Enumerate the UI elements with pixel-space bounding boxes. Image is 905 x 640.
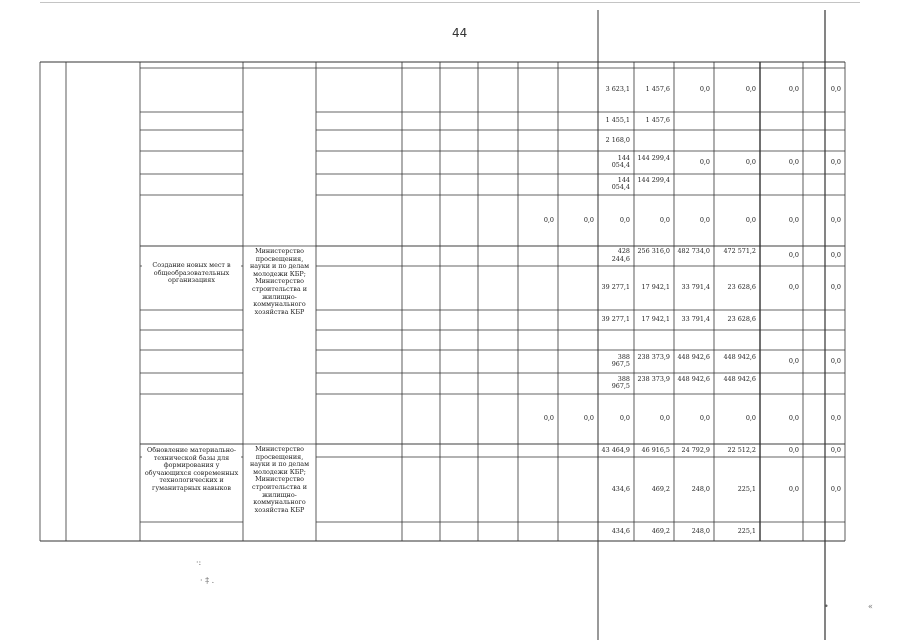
value-cell: 225,1 [737,484,756,493]
row-label [142,132,241,151]
funding-source [318,396,400,444]
funding-source [318,459,400,522]
value-cell: 448 942,6 [723,374,756,383]
value-cell: 23 628,6 [727,283,756,291]
value-cell: 0,0 [788,251,799,259]
value-cell: 238 373,9 [637,374,670,383]
row-label [142,197,241,246]
value-cell: 448 942,6 [677,374,710,383]
row-label [142,332,241,350]
funding-source [318,70,400,112]
value-cell: 0,0 [830,85,841,93]
value-cell: 0,0 [830,356,841,365]
value-cell: 1 457,6 [645,116,670,124]
value-cell: 0,0 [788,414,799,422]
funding-source [318,268,400,310]
funding-source [318,312,400,330]
value-cell: 144 054,4 [611,153,630,170]
funding-source [318,524,400,541]
value-cell: 33 791,4 [681,315,710,323]
value-cell: 0,0 [788,215,799,224]
value-cell: 0,0 [745,85,756,93]
value-cell: 0,0 [788,85,799,93]
value-cell: 0,0 [583,215,594,224]
value-cell: 24 792,9 [681,445,710,454]
value-cell: 0,0 [745,215,756,224]
value-cell: 0,0 [788,356,799,365]
value-cell: 225,1 [737,526,756,535]
value-cell: 23 628,6 [727,315,756,323]
value-cell: 144 054,4 [611,175,630,192]
value-cell: 388 967,5 [611,352,630,369]
value-cell: 388 967,5 [611,374,630,391]
funding-source [318,114,400,130]
value-cell: 482 734,0 [677,247,710,255]
value-cell: 469,2 [651,484,670,493]
value-cell: 472 571,2 [723,247,756,255]
section-title: Обновление материально-технической базы для формирования у обучающихся современных технологических и гуманитарных навыков [142,447,241,493]
funding-source [318,248,400,266]
scan-speck: « [868,602,873,611]
row-label [142,153,241,174]
value-cell: 0,0 [830,484,841,493]
value-cell: 43 464,9 [601,445,630,454]
value-cell: 17 942,1 [641,315,670,323]
value-cell: 238 373,9 [637,352,670,361]
value-cell: 0,0 [745,414,756,422]
value-cell: 39 277,1 [601,283,630,291]
value-cell: 428 244,6 [611,247,630,263]
value-cell: 248,0 [691,526,710,535]
value-cell: 1 455,1 [605,116,630,124]
funding-source [318,446,400,457]
row-label [142,312,241,330]
value-cell: 0,0 [699,414,710,422]
value-cell: 248,0 [691,484,710,493]
funding-source [318,132,400,151]
value-cell: 46 916,5 [641,445,670,454]
value-cell: 434,6 [611,526,630,535]
value-cell: 0,0 [830,251,841,259]
value-cell: 1 457,6 [645,85,670,93]
value-cell: 17 942,1 [641,283,670,291]
value-cell: 0,0 [830,157,841,166]
value-cell: 0,0 [788,484,799,493]
row-label [142,375,241,394]
funding-source [318,352,400,373]
value-cell: 0,0 [659,215,670,224]
value-cell: 448 942,6 [723,352,756,361]
value-cell: 144 299,4 [637,175,670,184]
value-cell: 3 623,1 [605,85,630,93]
value-cell: 0,0 [699,85,710,93]
value-cell: 0,0 [830,445,841,454]
responsible-ministry: Министерство просвещения, науки и по делам молодежи КБР; Министерство строительства и жилищно-коммунального хозяйства КБР [249,248,310,316]
page-number: 44 [452,26,468,40]
funding-source [318,176,400,195]
scan-speck: ·: [196,558,202,567]
value-cell: 0,0 [788,283,799,291]
funding-source [318,153,400,174]
row-label [142,524,241,541]
value-cell: 0,0 [830,414,841,422]
value-cell: 0,0 [745,157,756,166]
value-cell: 0,0 [699,157,710,166]
value-cell: 144 299,4 [637,153,670,162]
value-cell: 0,0 [619,414,630,422]
row-label [142,114,241,130]
funding-source [318,197,400,246]
value-cell: 0,0 [830,215,841,224]
responsible-ministry: Министерство просвещения, науки и по делам молодежи КБР; Министерство строительства и жилищно-коммунального хозяйства КБР [249,446,310,514]
row-label [142,396,241,444]
value-cell: 2 168,0 [605,135,630,144]
value-cell: 256 316,0 [637,247,670,255]
value-cell: 0,0 [699,215,710,224]
value-cell: 33 791,4 [681,283,710,291]
value-cell: 0,0 [788,157,799,166]
funding-source [318,375,400,394]
value-cell: 0,0 [583,414,594,422]
value-cell: 0,0 [543,414,554,422]
value-cell: 39 277,1 [601,315,630,323]
section-title: Создание новых мест в общеобразовательных организациях [142,262,241,285]
value-cell: 22 512,2 [727,445,756,454]
row-label [142,176,241,195]
value-cell: 469,2 [651,526,670,535]
scan-speck: • [824,602,829,611]
row-label [142,352,241,373]
scan-speck: · ‡ . [200,576,215,585]
value-cell: 0,0 [659,414,670,422]
value-cell: 0,0 [830,283,841,291]
value-cell: 0,0 [543,215,554,224]
value-cell: 448 942,6 [677,352,710,361]
value-cell: 0,0 [788,445,799,454]
row-label [142,70,241,112]
value-cell: 0,0 [619,215,630,224]
funding-source [318,332,400,350]
value-cell: 434,6 [611,484,630,493]
